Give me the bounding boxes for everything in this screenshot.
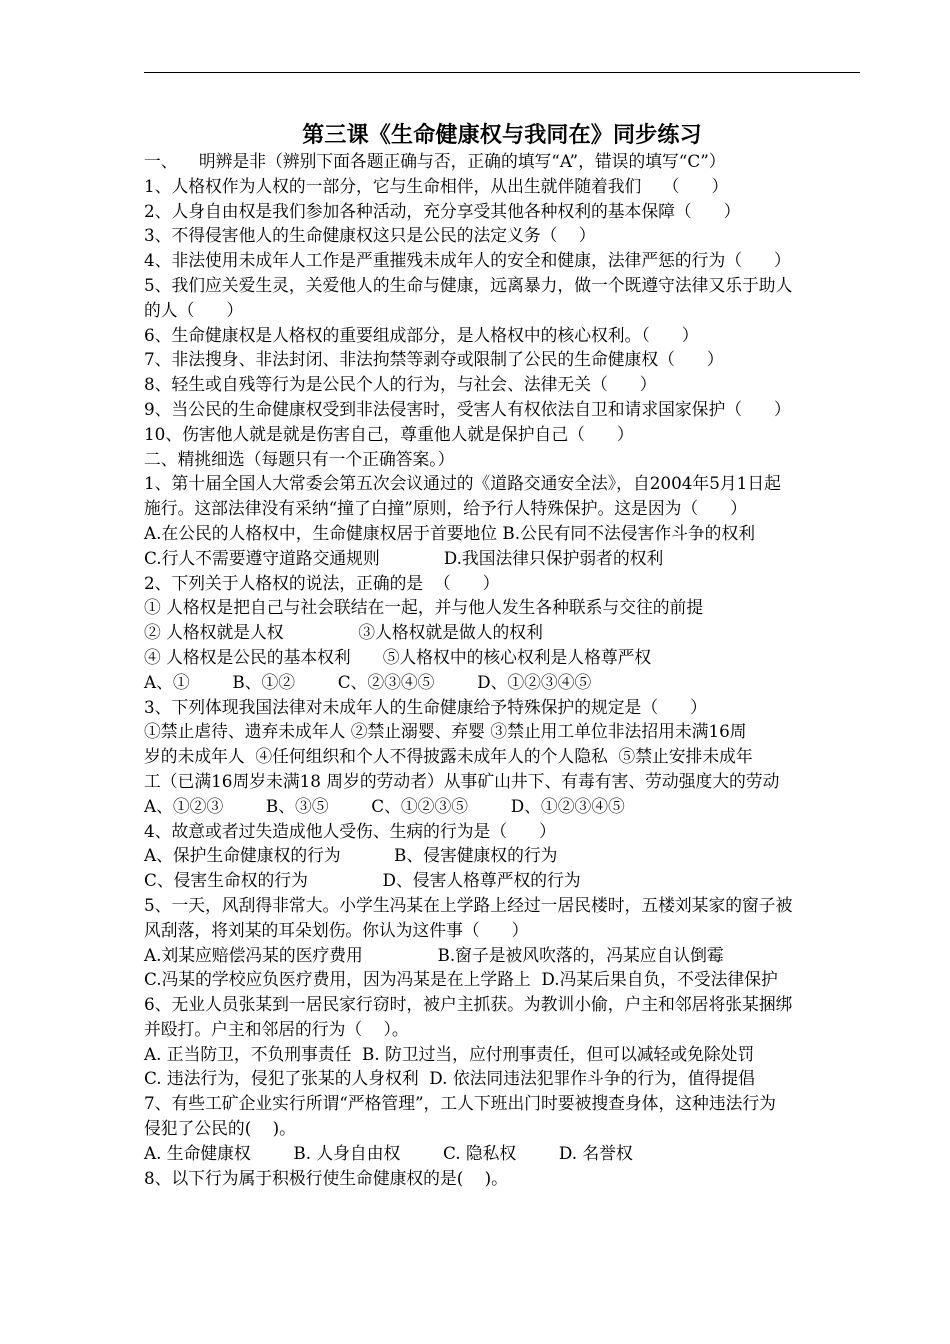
choice-question-4: 4、故意或者过失造成他人受伤、生病的行为是（ ）	[144, 820, 556, 841]
choice-question-2-statement-1: ① 人格权是把自己与社会联结在一起，并与他人发生各种联系与交往的前提	[144, 597, 704, 618]
choice-question-5-options-ab: A.刘某应赔偿冯某的医疗费用 B.窗子是被风吹落的，冯某应自认倒霉	[144, 944, 724, 965]
choice-question-1-options-ab: A.在公民的人格权中，生命健康权居于首要地位 B.公民有同不法侵害作斗争的权利	[144, 522, 756, 543]
choice-question-8: 8、以下行为属于积极行使生命健康权的是( )。	[144, 1167, 508, 1188]
choice-question-2-options: A、① B、①② C、②③④⑤ D、①②③④⑤	[144, 671, 592, 692]
choice-question-2-statements-2-3: ② 人格权就是人权 ③人格权就是做人的权利	[144, 622, 543, 643]
judgment-item-7: 7、非法搜身、非法封闭、非法拘禁等剥夺或限制了公民的生命健康权（ ）	[144, 349, 724, 370]
page-title: 第三课《生命健康权与我同在》同步练习	[302, 122, 702, 148]
choice-question-5-options-cd: C.冯某的学校应负医疗费用，因为冯某是在上学路上 D.冯某后果自负，不受法律保护	[144, 969, 778, 990]
choice-question-5: 5、一天，风刮得非常大。小学生冯某在上学路上经过一居民楼时，五楼刘某家的窗子被	[144, 894, 793, 915]
choice-question-1: 1、第十届全国人大常委会第五次会议通过的《道路交通安全法》，自2004年5月1日起	[144, 473, 781, 494]
choice-question-5-cont: 风刮落，将刘某的耳朵划伤。你认为这件事（ ）	[144, 919, 529, 940]
choice-question-7-options: A. 生命健康权 B. 人身自由权 C. 隐私权 D. 名誉权	[144, 1142, 633, 1163]
choice-question-7: 7、有些工矿企业实行所谓“严格管理”，工人下班出门时要被搜查身体，这种违法行为	[144, 1093, 776, 1114]
judgment-item-9: 9、当公民的生命健康权受到非法侵害时，受害人有权依法自卫和请求国家保护（ ）	[144, 398, 791, 419]
judgment-item-6: 6、生命健康权是人格权的重要组成部分，是人格权中的核心权利。（ ）	[144, 324, 699, 345]
judgment-item-5: 5、我们应关爱生灵，关爱他人的生命与健康，远离暴力，做一个既遵守法律又乐于助人	[144, 274, 793, 295]
choice-question-6-options-cd: C. 违法行为，侵犯了张某的人身权利 D. 依法同违法犯罪作斗争的行为，值得提倡	[144, 1068, 755, 1089]
worksheet-body	[144, 149, 860, 1190]
judgment-item-2: 2、人身自由权是我们参加各种活动，充分享受其他各种权利的基本保障（ ）	[144, 200, 741, 221]
choice-question-6: 6、无业人员张某到一居民家行窃时，被户主抓获。为教训小偷，户主和邻居将张某捆绑	[144, 994, 793, 1015]
choice-question-3-statements: ①禁止虐待、遗弃未成年人 ②禁止溺婴、弃婴 ③禁止用工单位非法招用未满16周	[144, 721, 747, 742]
judgment-item-1: 1、人格权作为人权的一部分，它与生命相伴，从出生就伴随着我们 （ ）	[144, 175, 729, 196]
header-rule	[144, 72, 860, 73]
choice-question-6-options-ab: A. 正当防卫，不负刑事责任 B. 防卫过当，应付刑事责任，但可以减轻或免除处罚	[144, 1043, 755, 1064]
section-heading-multiple-choice: 二、精挑细选（每题只有一个正确答案。）	[144, 448, 455, 469]
judgment-item-4: 4、非法使用未成年人工作是严重摧残未成年人的安全和健康，法律严惩的行为（ ）	[144, 250, 791, 271]
choice-question-6-cont: 并殴打。户主和邻居的行为（ ）。	[144, 1018, 409, 1039]
judgment-item-10: 10、伤害他人就是就是伤害自己，尊重他人就是保护自己（ ）	[144, 423, 634, 444]
choice-question-1-cont: 施行。这部法律没有采纳“撞了白撞”原则，给予行人特殊保护。这是因为（ ）	[144, 498, 747, 519]
choice-question-3-options: A、①②③ B、③⑤ C、①②③⑤ D、①②③④⑤	[144, 795, 625, 816]
choice-question-4-options-ab: A、保护生命健康权的行为 B、侵害健康权的行为	[144, 845, 558, 866]
choice-question-4-options-cd: C、侵害生命权的行为 D、侵害人格尊严权的行为	[144, 870, 581, 891]
judgment-item-3: 3、不得侵害他人的生命健康权这只是公民的法定义务（ ）	[144, 225, 596, 246]
choice-question-3-statements-cont: 岁的未成年人 ④任何组织和个人不得披露未成年人的个人隐私 ⑤禁止安排未成年	[144, 746, 753, 767]
choice-question-7-cont: 侵犯了公民的( )。	[144, 1118, 296, 1139]
choice-question-1-options-cd: C.行人不需要遵守道路交通规则 D.我国法律只保护弱者的权利	[144, 547, 664, 568]
choice-question-2-statements-4-5: ④ 人格权是公民的基本权利 ⑤人格权中的核心权利是人格尊严权	[144, 646, 652, 667]
choice-question-3-statements-cont-2: 工（已满16周岁未满18 周岁的劳动者）从事矿山井下、有毒有害、劳动强度大的劳动	[144, 770, 780, 791]
judgment-item-5-cont: 的人（ ）	[144, 299, 244, 320]
choice-question-3: 3、下列体现我国法律对未成年人的生命健康给予特殊保护的规定是（ ）	[144, 696, 707, 717]
section-heading-true-false: 一、 明辨是非（辨别下面各题正确与否，正确的填写“A”，错误的填写“C”）	[144, 151, 726, 171]
judgment-item-8: 8、轻生或自残等行为是公民个人的行为，与社会、法律无关（ ）	[144, 374, 657, 395]
choice-question-2: 2、下列关于人格权的说法，正确的是 （ ）	[144, 572, 500, 593]
